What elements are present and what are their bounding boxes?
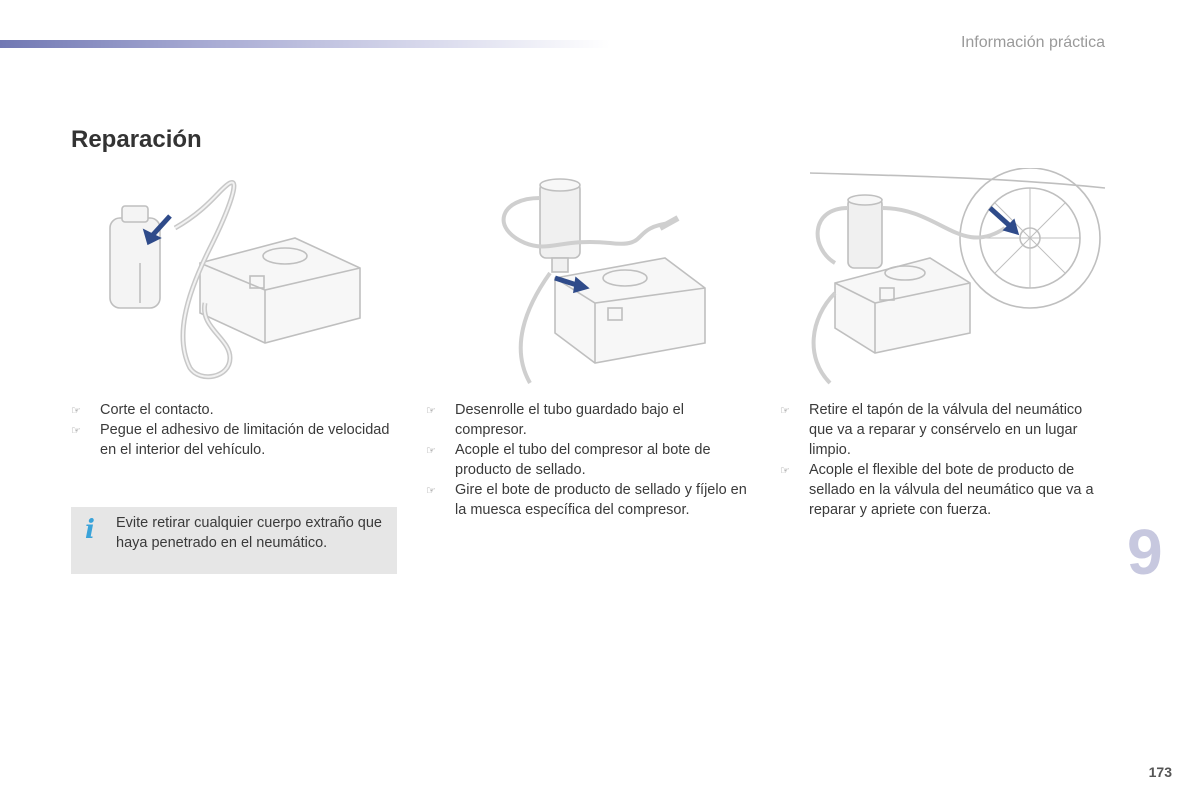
step-item (426, 400, 756, 440)
illustration-sealant-canister (430, 168, 750, 393)
instructions-column-2 (426, 400, 756, 520)
note-text: Evite retirar cualquier cuerpo extraño que haya penetrado en el neumático. (116, 515, 382, 551)
page-number: 173 (1148, 764, 1172, 780)
info-icon: i (85, 515, 95, 545)
step-item (426, 480, 756, 520)
step-item (426, 440, 756, 480)
step-text: Acople el flexible del bote de producto de sellado en la válvula del neumático que va a reparar y apriete con fuerza. (809, 462, 1094, 518)
step-text: Acople el tubo del compresor al bote de producto de sellado. (455, 442, 711, 478)
step-text: Gire el bote de producto de sellado y fíjelo en la muesca específica del compresor. (455, 482, 747, 518)
step-item (780, 400, 1110, 460)
hand-pointer-icon: ☞ (71, 405, 81, 417)
hand-pointer-icon: ☞ (426, 485, 436, 497)
step-text: Pegue el adhesivo de limitación de velocidad en el interior del vehículo. (100, 422, 390, 458)
instructions-column-1 (71, 400, 401, 460)
section-header: Información práctica (960, 34, 1105, 51)
step-item (780, 460, 1110, 520)
illustration-tire-valve-connection (790, 168, 1110, 393)
hand-pointer-icon: ☞ (426, 405, 436, 417)
page-title: Reparación (71, 126, 202, 153)
hand-pointer-icon: ☞ (780, 465, 790, 477)
illustration-compressor-hose (80, 168, 400, 393)
step-text: Corte el contacto. (100, 402, 214, 418)
chapter-number: 9 (1127, 516, 1163, 588)
info-note (71, 507, 397, 574)
step-text: Desenrolle el tubo guardado bajo el compresor. (455, 402, 684, 438)
step-item (71, 420, 401, 460)
instructions-column-3 (780, 400, 1110, 520)
step-text: Retire el tapón de la válvula del neumático que va a reparar y consérvelo en un lugar limpio. (809, 402, 1083, 458)
header-accent-bar (0, 40, 610, 48)
hand-pointer-icon: ☞ (71, 425, 81, 437)
hand-pointer-icon: ☞ (780, 405, 790, 417)
hand-pointer-icon: ☞ (426, 445, 436, 457)
step-item (71, 400, 401, 420)
